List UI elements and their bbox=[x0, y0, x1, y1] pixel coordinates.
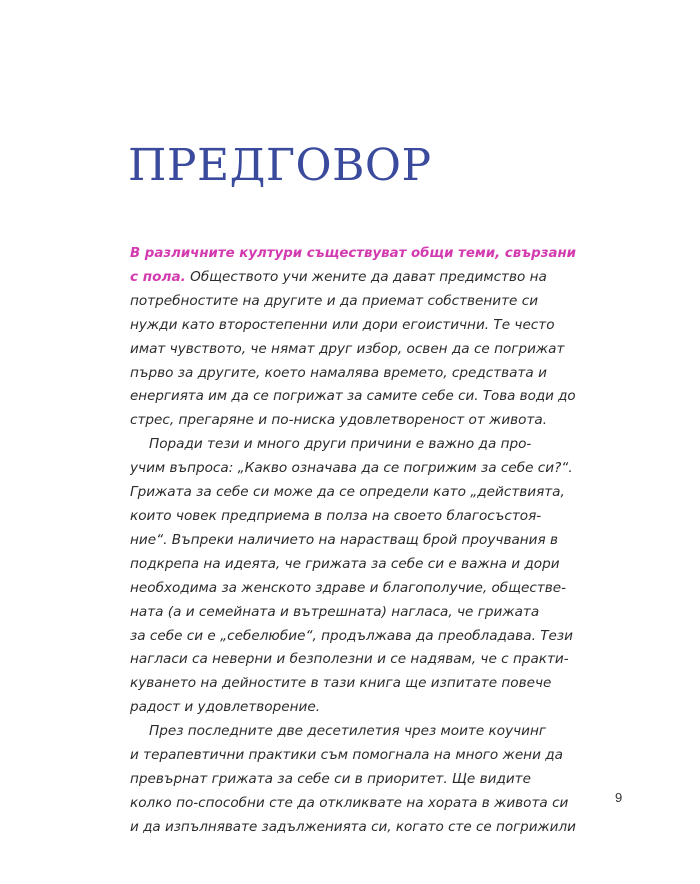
text-line: първо за другите, което намалява времето, средствата и bbox=[130, 364, 547, 381]
text-line: куването на дейностите в тази книга ще изпитате повече bbox=[130, 675, 552, 692]
text-line: учим въпроса: „Какво означава да се погрижим за себе си?“. bbox=[130, 460, 573, 477]
text-line: колко по-способни сте да откликвате на хората в живота си bbox=[130, 794, 569, 811]
text-line: радост и удовлетворение. bbox=[130, 699, 321, 716]
text-line: потребностите на другите и да приемат собствените си bbox=[130, 292, 539, 309]
body-text bbox=[130, 242, 576, 840]
lead-text: В различните култури съществуват общи теми, свързани bbox=[130, 246, 576, 261]
text-line: превърнат грижата за себе си в приоритет. Ще видите bbox=[130, 770, 531, 787]
text-line: нагласи са неверни и безполезни и се надявам, че с практи- bbox=[130, 651, 569, 668]
text-line: имат чувството, че нямат друг избор, освен да се погрижат bbox=[130, 340, 565, 357]
lead-text: с пола. bbox=[130, 268, 186, 285]
text-line: Поради тези и много други причини е важно да про- bbox=[149, 436, 532, 453]
text-line: енергията им да се погрижат за самите себе си. Това води до bbox=[130, 389, 576, 405]
paragraph-1 bbox=[130, 242, 576, 433]
text-line: нужди като второстепенни или дори егоистични. Те често bbox=[130, 316, 555, 333]
text-line: и терапевтични практики съм помогнала на много жени да bbox=[130, 747, 563, 764]
text-line: ната (а и семейната и вътрешната) нагласа, че грижата bbox=[130, 603, 540, 620]
text-segment: Обществото учи жените да дават предимство на bbox=[185, 268, 547, 285]
page-title: ПРЕДГОВОР bbox=[128, 140, 432, 191]
text-line: През последните две десетилетия чрез моите коучинг bbox=[149, 723, 547, 740]
text-line bbox=[130, 266, 576, 290]
text-line: Грижата за себе си може да се определи като „действията, bbox=[130, 484, 565, 501]
page-number: 9 bbox=[615, 790, 623, 805]
text-line: за себе си е „себелюбие“, продължава да преобладава. Тези bbox=[130, 627, 573, 644]
text-line bbox=[130, 242, 576, 266]
text-line: необходима за женското здраве и благополучие, обществе- bbox=[130, 579, 567, 596]
paragraph-2 bbox=[130, 433, 576, 720]
text-line: стрес, прегаряне и по-ниска удовлетвореност от живота. bbox=[130, 412, 548, 429]
text-line: и да изпълнявате задълженията си, когато сте се погрижили bbox=[130, 818, 576, 835]
text-line: ние“. Въпреки наличието на нарастващ брой проучвания в bbox=[130, 531, 559, 548]
text-line: подкрепа на идеята, че грижата за себе си е важна и дори bbox=[130, 555, 560, 572]
text-line: които човек предприема в полза на своето благосъстоя- bbox=[130, 507, 542, 524]
paragraph-3 bbox=[130, 720, 576, 840]
